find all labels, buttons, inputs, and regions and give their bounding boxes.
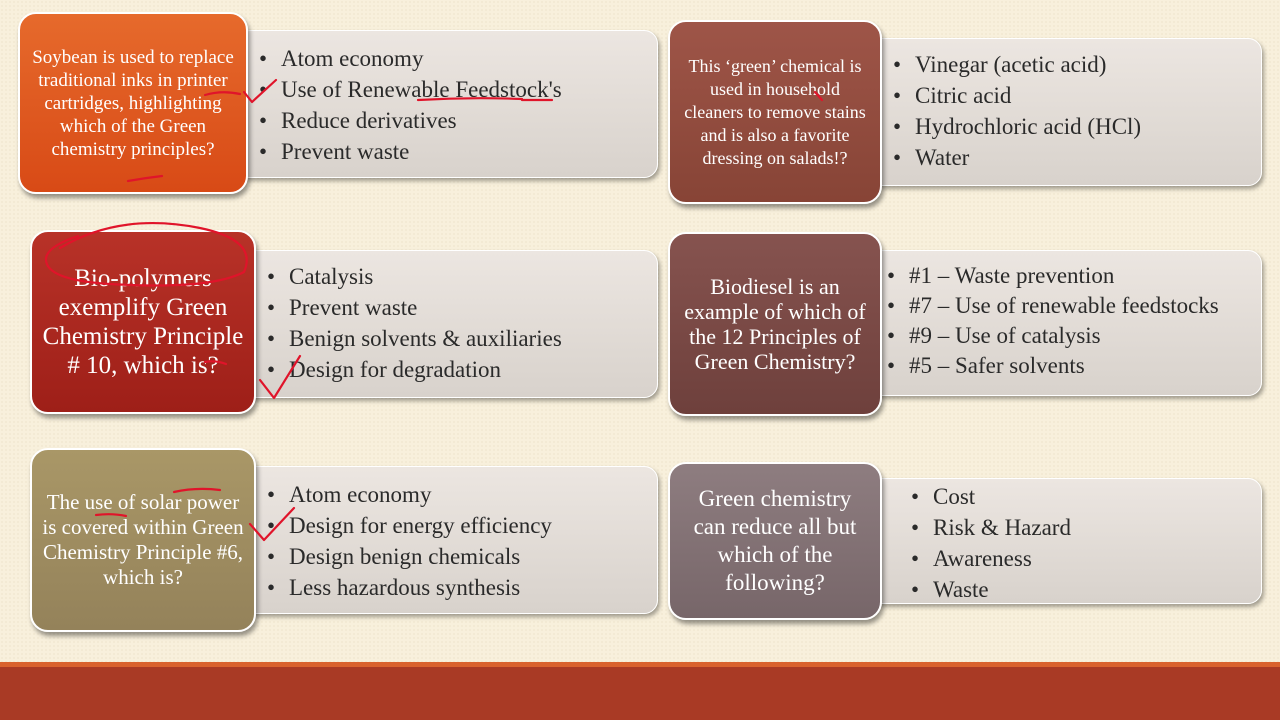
option-item: • Reduce derivatives — [257, 105, 657, 136]
question-box — [18, 12, 248, 194]
question-box — [668, 232, 882, 416]
option-item: • Prevent waste — [265, 292, 657, 323]
option-item: • #9 – Use of catalysis — [885, 321, 1261, 351]
option-item: • Prevent waste — [257, 136, 657, 167]
option-item: • Benign solvents & auxiliaries — [265, 323, 657, 354]
option-item: • Less hazardous synthesis — [265, 572, 657, 603]
answer-options — [236, 30, 658, 178]
question-text: Biodiesel is an example of which of the 12 Principles of Green Chemistry? — [684, 274, 866, 374]
footer-bar — [0, 662, 1280, 720]
question-text: This ‘green’ chemical is used in household cleaners to remove stains and is also a favorite dressing on salads!? — [684, 55, 866, 168]
option-item: • Catalysis — [265, 261, 657, 292]
question-box — [30, 448, 256, 632]
answer-options — [868, 478, 1262, 604]
question-text: The use of solar power is covered within Green Chemistry Principle #6, which is? — [42, 490, 244, 589]
question-box — [30, 230, 256, 414]
answer-options — [240, 250, 658, 398]
question-box — [668, 20, 882, 204]
question-text: Bio-polymers exemplify Green Chemistry Principle # 10, which is? — [42, 265, 244, 379]
question-text: Soybean is used to replace traditional inks in printer cartridges, highlighting which of the Green chemistry principles? — [32, 46, 234, 160]
option-item: • Waste — [909, 574, 1261, 605]
option-item: • Design for energy efficiency — [265, 510, 657, 541]
option-item: • Design benign chemicals — [265, 541, 657, 572]
option-item: • Water — [891, 142, 1261, 173]
option-item: • Awareness — [909, 543, 1261, 574]
answer-options — [868, 250, 1262, 396]
option-item: • Risk & Hazard — [909, 512, 1261, 543]
question-box — [668, 462, 882, 620]
option-item: • Atom economy — [265, 479, 657, 510]
option-item: • Hydrochloric acid (HCl) — [891, 111, 1261, 142]
option-item: • Citric acid — [891, 80, 1261, 111]
answer-options — [868, 38, 1262, 186]
option-item: • Vinegar (acetic acid) — [891, 49, 1261, 80]
question-text: Green chemistry can reduce all but which of the following? — [693, 486, 857, 595]
option-item: • Design for degradation — [265, 354, 657, 385]
option-item: • #7 – Use of renewable feedstocks — [885, 291, 1261, 321]
option-item: • Atom economy — [257, 43, 657, 74]
option-item: • #1 – Waste prevention — [885, 261, 1261, 291]
option-item: • Cost — [909, 481, 1261, 512]
option-item: • Use of Renewable Feedstock's — [257, 74, 657, 105]
option-item: • #5 – Safer solvents — [885, 351, 1261, 381]
answer-options — [240, 466, 658, 614]
